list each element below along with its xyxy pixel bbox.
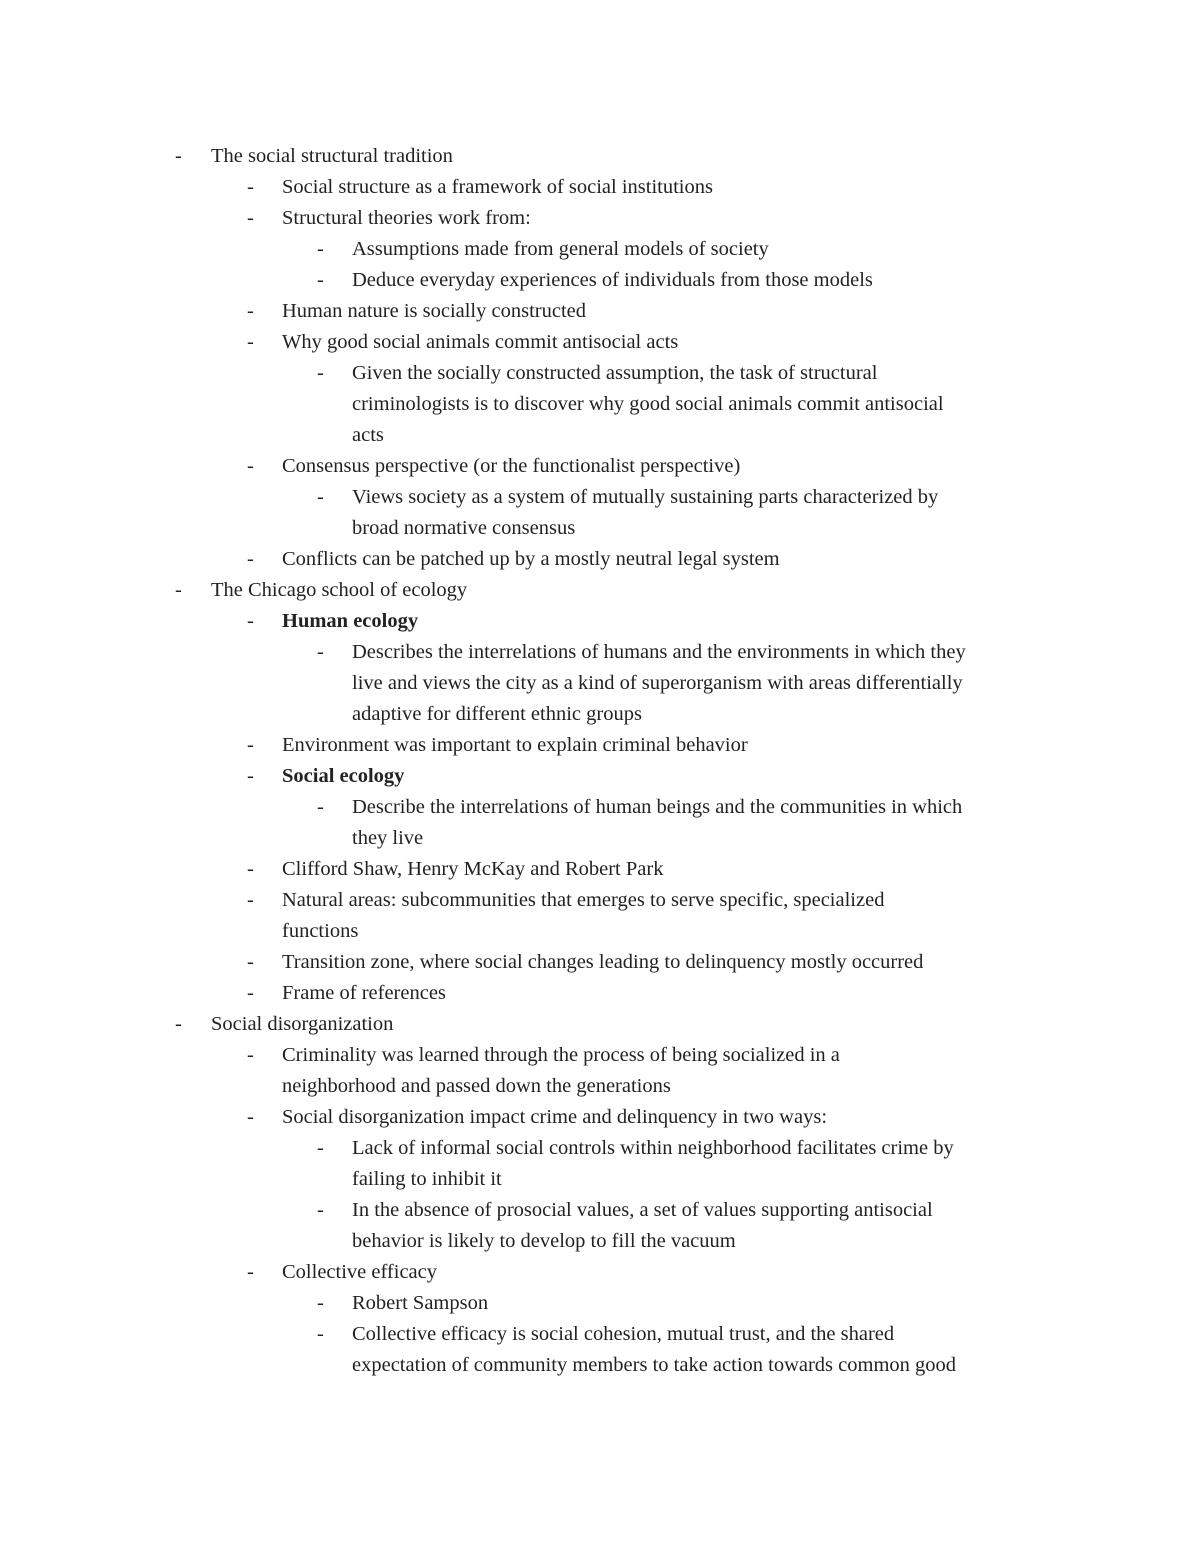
outline-text: Social disorganization bbox=[211, 1013, 394, 1035]
dash-bullet-icon: - bbox=[247, 207, 254, 229]
outline-text: expectation of community members to take action towards common good bbox=[352, 1354, 957, 1376]
outline-item bbox=[0, 296, 1200, 327]
outline-text: Frame of references bbox=[282, 982, 446, 1004]
outline-item bbox=[0, 978, 1200, 1009]
dash-bullet-icon: - bbox=[247, 951, 254, 973]
outline-item-continuation bbox=[0, 420, 1200, 451]
outline-text: Collective efficacy is social cohesion, mutual trust, and the shared bbox=[352, 1323, 895, 1345]
dash-bullet-icon: - bbox=[247, 765, 254, 787]
outline-item bbox=[0, 885, 1200, 916]
outline-text: Human nature is socially constructed bbox=[282, 300, 586, 322]
outline-item bbox=[0, 358, 1200, 389]
outline-text: Deduce everyday experiences of individuals from those models bbox=[352, 269, 873, 291]
dash-bullet-icon: - bbox=[247, 610, 254, 632]
dash-bullet-icon: - bbox=[247, 455, 254, 477]
outline-item-continuation bbox=[0, 389, 1200, 420]
outline-text: In the absence of prosocial values, a set of values supporting antisocial bbox=[352, 1199, 933, 1221]
outline-text: Describes the interrelations of humans and the environments in which they bbox=[352, 641, 966, 663]
outline-item bbox=[0, 1133, 1200, 1164]
outline-text: Natural areas: subcommunities that emerges to serve specific, specialized bbox=[282, 889, 885, 911]
dash-bullet-icon: - bbox=[247, 982, 254, 1004]
dash-bullet-icon: - bbox=[317, 362, 324, 384]
outline-text: Describe the interrelations of human beings and the communities in which bbox=[352, 796, 963, 818]
outline-item bbox=[0, 854, 1200, 885]
dash-bullet-icon: - bbox=[247, 300, 254, 322]
outline-text: The Chicago school of ecology bbox=[211, 579, 468, 601]
outline-text: adaptive for different ethnic groups bbox=[352, 703, 642, 725]
outline-item bbox=[0, 172, 1200, 203]
outline-text: broad normative consensus bbox=[352, 517, 576, 539]
dash-bullet-icon: - bbox=[247, 1044, 254, 1066]
outline-item bbox=[0, 575, 1200, 606]
outline-item-continuation bbox=[0, 668, 1200, 699]
outline-item bbox=[0, 1288, 1200, 1319]
outline-heading-text: Social ecology bbox=[282, 765, 405, 787]
outline-item bbox=[0, 451, 1200, 482]
outline-text: Criminality was learned through the process of being socialized in a bbox=[282, 1044, 840, 1066]
dash-bullet-icon: - bbox=[247, 889, 254, 911]
outline-item-continuation bbox=[0, 916, 1200, 947]
outline-text: live and views the city as a kind of superorganism with areas differentially bbox=[352, 672, 963, 694]
outline-item bbox=[0, 327, 1200, 358]
outline-item bbox=[0, 947, 1200, 978]
dash-bullet-icon: - bbox=[317, 1292, 324, 1314]
outline-text: Assumptions made from general models of society bbox=[352, 238, 769, 260]
outline-item bbox=[0, 1319, 1200, 1350]
outline-text: failing to inhibit it bbox=[352, 1168, 502, 1190]
outline-text: criminologists is to discover why good social animals commit antisocial bbox=[352, 393, 944, 415]
outline-item bbox=[0, 761, 1200, 792]
dash-bullet-icon: - bbox=[247, 858, 254, 880]
dash-bullet-icon: - bbox=[247, 1106, 254, 1128]
dash-bullet-icon: - bbox=[317, 238, 324, 260]
outline-item bbox=[0, 482, 1200, 513]
outline-item bbox=[0, 1257, 1200, 1288]
outline-text: Views society as a system of mutually sustaining parts characterized by bbox=[352, 486, 939, 508]
outline-text: Social structure as a framework of social institutions bbox=[282, 176, 713, 198]
dash-bullet-icon: - bbox=[175, 145, 182, 167]
dash-bullet-icon: - bbox=[317, 1199, 324, 1221]
outline-item bbox=[0, 203, 1200, 234]
outline-text: acts bbox=[352, 424, 384, 446]
outline-item-continuation bbox=[0, 699, 1200, 730]
dash-bullet-icon: - bbox=[317, 641, 324, 663]
outline-item bbox=[0, 792, 1200, 823]
outline-text: Social disorganization impact crime and delinquency in two ways: bbox=[282, 1106, 828, 1128]
outline-text: Conflicts can be patched up by a mostly neutral legal system bbox=[282, 548, 780, 570]
outline-item-continuation bbox=[0, 1164, 1200, 1195]
dash-bullet-icon: - bbox=[247, 1261, 254, 1283]
outline-text: functions bbox=[282, 920, 359, 942]
outline-text: neighborhood and passed down the generations bbox=[282, 1075, 671, 1097]
outline-item bbox=[0, 265, 1200, 296]
dash-bullet-icon: - bbox=[317, 1137, 324, 1159]
dash-bullet-icon: - bbox=[317, 796, 324, 818]
dash-bullet-icon: - bbox=[317, 1323, 324, 1345]
outline-item-continuation bbox=[0, 1071, 1200, 1102]
outline-item bbox=[0, 637, 1200, 668]
outline-item bbox=[0, 1040, 1200, 1071]
outline-item-continuation bbox=[0, 1226, 1200, 1257]
outline-text: Transition zone, where social changes leading to delinquency mostly occurred bbox=[282, 951, 924, 973]
outline-item bbox=[0, 1102, 1200, 1133]
dash-bullet-icon: - bbox=[247, 548, 254, 570]
outline-item bbox=[0, 141, 1200, 172]
outline-heading-text: Human ecology bbox=[282, 610, 419, 632]
dash-bullet-icon: - bbox=[317, 269, 324, 291]
outline-text: Robert Sampson bbox=[352, 1292, 489, 1314]
outline-text: Collective efficacy bbox=[282, 1261, 438, 1283]
outline-item-continuation bbox=[0, 1350, 1200, 1381]
outline-text: Lack of informal social controls within neighborhood facilitates crime by bbox=[352, 1137, 954, 1159]
dash-bullet-icon: - bbox=[247, 734, 254, 756]
dash-bullet-icon: - bbox=[247, 331, 254, 353]
outline-item-continuation bbox=[0, 513, 1200, 544]
dash-bullet-icon: - bbox=[247, 176, 254, 198]
dash-bullet-icon: - bbox=[317, 486, 324, 508]
outline-text: Environment was important to explain criminal behavior bbox=[282, 734, 748, 756]
outline-text: Why good social animals commit antisocial acts bbox=[282, 331, 679, 353]
outline-item bbox=[0, 730, 1200, 761]
outline-text: Consensus perspective (or the functionalist perspective) bbox=[282, 455, 741, 477]
outline-item bbox=[0, 1195, 1200, 1226]
dash-bullet-icon: - bbox=[175, 1013, 182, 1035]
outline-text: The social structural tradition bbox=[211, 145, 453, 167]
outline-text: they live bbox=[352, 827, 424, 849]
dash-bullet-icon: - bbox=[175, 579, 182, 601]
outline-item bbox=[0, 544, 1200, 575]
outline-text: Clifford Shaw, Henry McKay and Robert Park bbox=[282, 858, 664, 880]
outline-text: behavior is likely to develop to fill the vacuum bbox=[352, 1230, 736, 1252]
outline-item bbox=[0, 606, 1200, 637]
outline-item-continuation bbox=[0, 823, 1200, 854]
outline-item bbox=[0, 234, 1200, 265]
outline-item bbox=[0, 1009, 1200, 1040]
document-body bbox=[0, 141, 1200, 1381]
outline-text: Structural theories work from: bbox=[282, 207, 531, 229]
outline-text: Given the socially constructed assumption, the task of structural bbox=[352, 362, 878, 384]
